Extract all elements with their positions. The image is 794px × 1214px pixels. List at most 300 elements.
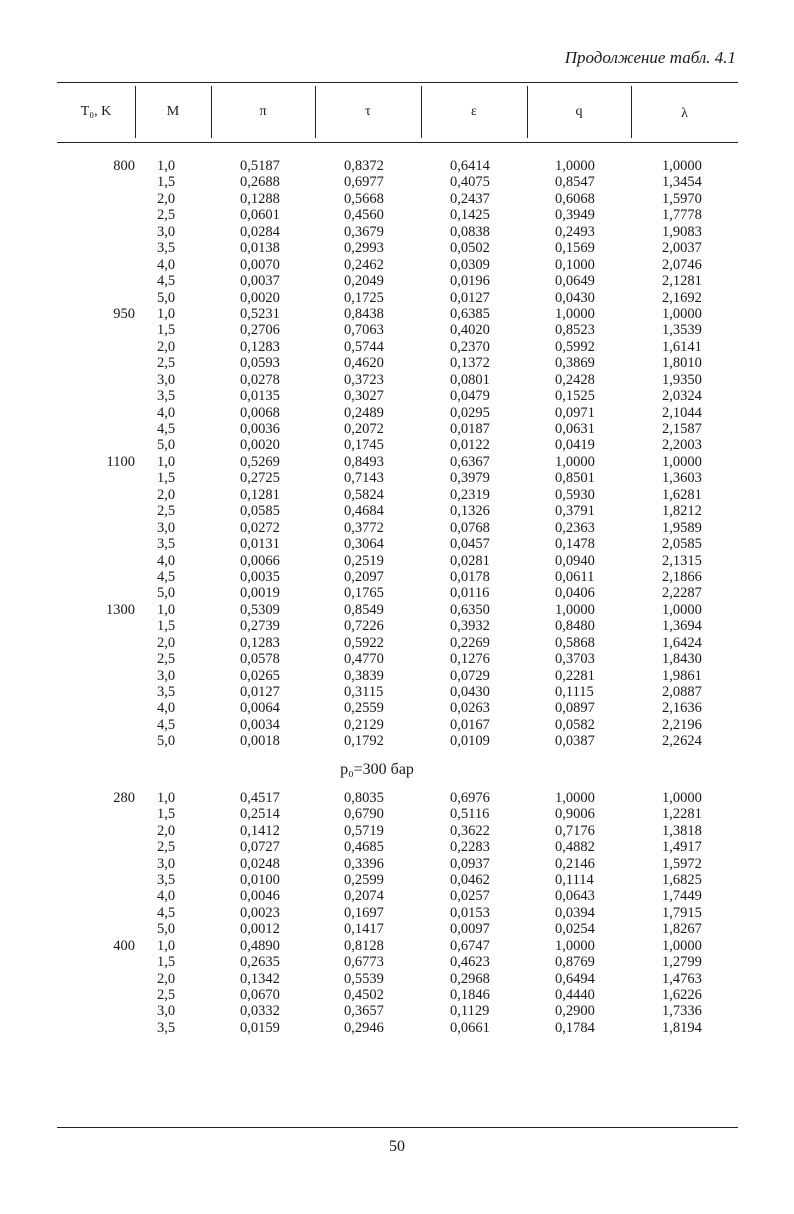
table-row <box>57 207 738 223</box>
table-row <box>57 971 738 987</box>
q-value: 0,2281 <box>555 667 595 684</box>
tau-value: 0,3115 <box>344 684 384 700</box>
table-row <box>57 503 738 519</box>
table-row <box>57 585 738 601</box>
mach-value: 3,0 <box>157 223 176 240</box>
pi-value: 0,0332 <box>240 1003 280 1020</box>
q-value: 0,5930 <box>555 486 595 503</box>
tau-value: 0,5668 <box>344 190 384 207</box>
table-row <box>57 839 738 855</box>
epsilon-value: 0,0838 <box>450 223 490 240</box>
pi-value: 0,0578 <box>240 651 280 668</box>
pi-value: 0,1342 <box>240 970 280 987</box>
pi-value: 0,5269 <box>240 453 280 470</box>
tau-value: 0,1697 <box>344 904 384 921</box>
table-row <box>57 454 738 470</box>
epsilon-value: 0,6350 <box>450 601 490 618</box>
table-header <box>57 86 738 142</box>
epsilon-value: 0,0153 <box>450 904 490 921</box>
pi-value: 0,0068 <box>240 404 280 421</box>
mach-value: 2,0 <box>157 486 176 503</box>
table-row <box>57 954 738 970</box>
pi-value: 0,5231 <box>240 305 280 322</box>
q-value: 0,8480 <box>555 618 595 635</box>
mach-value: 4,5 <box>157 421 176 437</box>
tau-value: 0,4770 <box>344 651 384 668</box>
epsilon-value: 0,0257 <box>450 888 490 905</box>
table-row <box>57 388 738 404</box>
lambda-value: 1,8010 <box>662 355 702 372</box>
lambda-value: 1,2799 <box>662 954 702 971</box>
q-value: 0,8769 <box>555 954 595 971</box>
lambda-value: 1,4763 <box>662 970 702 987</box>
q-value: 0,2146 <box>555 855 595 872</box>
table-row <box>57 372 738 388</box>
header-lambda: λ <box>681 106 688 121</box>
pi-value: 0,0012 <box>240 921 280 938</box>
tau-value: 0,1745 <box>344 437 384 454</box>
table-row <box>57 437 738 453</box>
epsilon-value: 0,0937 <box>450 855 490 872</box>
mach-value: 3,5 <box>157 388 176 405</box>
pi-value: 0,2706 <box>240 322 280 339</box>
tau-value: 0,6977 <box>344 174 384 191</box>
table-row <box>57 1003 738 1019</box>
temperature-value: 950 <box>113 305 135 322</box>
page-number: 50 <box>389 1138 405 1155</box>
tau-value: 0,2489 <box>344 404 384 421</box>
mach-value: 2,5 <box>157 651 176 668</box>
table-row <box>57 717 738 733</box>
lambda-value: 1,6226 <box>662 987 702 1003</box>
epsilon-value: 0,0661 <box>450 1019 490 1036</box>
pi-value: 0,0035 <box>240 568 280 585</box>
mach-value: 1,5 <box>157 174 176 191</box>
mach-value: 1,0 <box>157 789 176 806</box>
epsilon-value: 0,0502 <box>450 240 490 257</box>
lambda-value: 1,5970 <box>662 190 702 207</box>
q-value: 0,0940 <box>555 552 595 569</box>
q-value: 0,3869 <box>555 355 595 372</box>
q-value: 0,1000 <box>555 256 595 273</box>
mach-value: 1,5 <box>157 322 176 339</box>
q-value: 0,0406 <box>555 585 595 602</box>
mach-value: 3,5 <box>157 1019 176 1036</box>
epsilon-value: 0,0196 <box>450 273 490 290</box>
mach-value: 1,0 <box>157 453 176 470</box>
table-row <box>57 405 738 421</box>
q-value: 0,2363 <box>555 519 595 536</box>
tau-value: 0,5922 <box>344 634 384 651</box>
tau-value: 0,1765 <box>344 585 384 602</box>
table-row <box>57 569 738 585</box>
q-value: 0,2428 <box>555 371 595 388</box>
temperature-value: 1100 <box>106 453 135 470</box>
pi-value: 0,0037 <box>240 273 280 290</box>
lambda-value: 1,7778 <box>662 207 702 224</box>
pi-value: 0,1283 <box>240 338 280 355</box>
epsilon-value: 0,0479 <box>450 388 490 405</box>
mach-value: 3,0 <box>157 855 176 872</box>
pi-value: 0,0272 <box>240 519 280 536</box>
tau-value: 0,8438 <box>344 305 384 322</box>
pi-value: 0,0019 <box>240 585 280 602</box>
mach-value: 2,0 <box>157 190 176 207</box>
data-table <box>57 158 738 1036</box>
epsilon-value: 0,6367 <box>450 453 490 470</box>
temperature-value: 1300 <box>106 601 135 618</box>
mach-value: 2,5 <box>157 839 176 856</box>
header-tau: τ <box>315 86 422 138</box>
mach-value: 4,0 <box>157 404 176 421</box>
mach-value: 1,5 <box>157 954 176 971</box>
mach-value: 4,5 <box>157 716 176 733</box>
pi-value: 0,1288 <box>240 190 280 207</box>
q-value: 0,4882 <box>555 839 595 856</box>
pi-value: 0,0064 <box>240 700 280 717</box>
epsilon-value: 0,0457 <box>450 536 490 553</box>
epsilon-value: 0,0097 <box>450 921 490 938</box>
q-value: 0,6494 <box>555 970 595 987</box>
q-value: 1,0000 <box>555 937 595 954</box>
lambda-value: 1,6424 <box>662 634 702 651</box>
lambda-value: 2,2287 <box>662 585 702 602</box>
table-row <box>57 651 738 667</box>
mach-value: 2,0 <box>157 822 176 839</box>
q-value: 0,0254 <box>555 921 595 938</box>
table-row <box>57 240 738 256</box>
epsilon-value: 0,4020 <box>450 322 490 339</box>
mach-value: 4,5 <box>157 904 176 921</box>
pi-value: 0,0727 <box>240 839 280 856</box>
epsilon-value: 0,0109 <box>450 733 490 750</box>
mach-value: 4,5 <box>157 568 176 585</box>
pi-value: 0,0601 <box>240 207 280 224</box>
tau-value: 0,4684 <box>344 503 384 520</box>
mach-value: 4,0 <box>157 256 176 273</box>
q-value: 1,0000 <box>555 158 595 174</box>
epsilon-value: 0,0430 <box>450 684 490 700</box>
tau-value: 0,2519 <box>344 552 384 569</box>
tau-value: 0,2097 <box>344 568 384 585</box>
table-row <box>57 306 738 322</box>
lambda-value: 1,3694 <box>662 618 702 635</box>
table-row <box>57 174 738 190</box>
pi-value: 0,0036 <box>240 421 280 437</box>
table-row <box>57 938 738 954</box>
lambda-value: 2,0746 <box>662 256 702 273</box>
tau-value: 0,8549 <box>344 601 384 618</box>
table-row <box>57 823 738 839</box>
pi-value: 0,0138 <box>240 240 280 257</box>
epsilon-value: 0,0116 <box>450 585 490 602</box>
tau-value: 0,2049 <box>344 273 384 290</box>
pi-value: 0,0670 <box>240 987 280 1003</box>
tau-value: 0,7063 <box>344 322 384 339</box>
lambda-value: 1,3454 <box>662 174 702 191</box>
table-row <box>57 856 738 872</box>
tau-value: 0,7143 <box>344 470 384 487</box>
tau-value: 0,4560 <box>344 207 384 224</box>
tau-value: 0,3064 <box>344 536 384 553</box>
q-value: 0,5868 <box>555 634 595 651</box>
table-row <box>57 618 738 634</box>
table-row <box>57 553 738 569</box>
tau-value: 0,4620 <box>344 355 384 372</box>
epsilon-value: 0,0263 <box>450 700 490 717</box>
q-value: 0,0631 <box>555 421 595 437</box>
lambda-value: 2,1636 <box>662 700 702 717</box>
epsilon-value: 0,4623 <box>450 954 490 971</box>
lambda-value: 1,8194 <box>662 1019 702 1036</box>
pi-value: 0,2688 <box>240 174 280 191</box>
pi-value: 0,0020 <box>240 437 280 454</box>
q-value: 0,0394 <box>555 904 595 921</box>
epsilon-value: 0,0178 <box>450 568 490 585</box>
tau-value: 0,2993 <box>344 240 384 257</box>
pi-value: 0,0248 <box>240 855 280 872</box>
lambda-value: 2,1315 <box>662 552 702 569</box>
q-value: 0,4440 <box>555 987 595 1003</box>
header-epsilon: ε <box>421 86 528 138</box>
tau-value: 0,2129 <box>344 716 384 733</box>
lambda-value: 1,0000 <box>662 305 702 322</box>
table-row <box>57 806 738 822</box>
q-value: 0,0611 <box>555 568 595 585</box>
epsilon-value: 0,1129 <box>450 1003 490 1020</box>
q-value: 0,0649 <box>555 273 595 290</box>
lambda-value: 2,1587 <box>662 421 702 437</box>
lambda-value: 1,7336 <box>662 1003 702 1020</box>
q-value: 0,1784 <box>555 1019 595 1036</box>
lambda-value: 1,0000 <box>662 601 702 618</box>
epsilon-value: 0,2269 <box>450 634 490 651</box>
table-row <box>57 322 738 338</box>
mach-value: 3,5 <box>157 536 176 553</box>
mach-value: 5,0 <box>157 585 176 602</box>
pressure-section-label: p₀=300 бар <box>340 760 414 778</box>
lambda-value: 1,5972 <box>662 855 702 872</box>
table-row <box>57 987 738 1003</box>
q-value: 0,1569 <box>555 240 595 257</box>
epsilon-value: 0,2437 <box>450 190 490 207</box>
lambda-value: 2,1692 <box>662 289 702 306</box>
table-row <box>57 470 738 486</box>
pi-value: 0,5187 <box>240 158 280 174</box>
epsilon-value: 0,6385 <box>450 305 490 322</box>
pi-value: 0,2739 <box>240 618 280 635</box>
epsilon-value: 0,1276 <box>450 651 490 668</box>
tau-value: 0,4685 <box>344 839 384 856</box>
mach-value: 2,0 <box>157 338 176 355</box>
table-row <box>57 421 738 437</box>
lambda-value: 2,0037 <box>662 240 702 257</box>
epsilon-value: 0,1372 <box>450 355 490 372</box>
pi-value: 0,0278 <box>240 371 280 388</box>
epsilon-value: 0,0122 <box>450 437 490 454</box>
pi-value: 0,1281 <box>240 486 280 503</box>
q-value: 0,9006 <box>555 806 595 823</box>
pi-value: 0,0023 <box>240 904 280 921</box>
mach-value: 1,5 <box>157 470 176 487</box>
pi-value: 0,0034 <box>240 716 280 733</box>
mach-value: 1,5 <box>157 806 176 823</box>
tau-value: 0,8128 <box>344 937 384 954</box>
mach-value: 2,5 <box>157 355 176 372</box>
pi-value: 0,0284 <box>240 223 280 240</box>
temperature-value: 800 <box>113 158 135 174</box>
q-value: 0,0897 <box>555 700 595 717</box>
q-value: 0,6068 <box>555 190 595 207</box>
tau-value: 0,8493 <box>344 453 384 470</box>
tau-value: 0,2074 <box>344 888 384 905</box>
table-row <box>57 355 738 371</box>
table-row <box>57 339 738 355</box>
tau-value: 0,3679 <box>344 223 384 240</box>
epsilon-value: 0,0281 <box>450 552 490 569</box>
lambda-value: 2,1044 <box>662 404 702 421</box>
tau-value: 0,3839 <box>344 667 384 684</box>
q-value: 1,0000 <box>555 789 595 806</box>
mach-value: 5,0 <box>157 437 176 454</box>
tau-value: 0,6773 <box>344 954 384 971</box>
table-caption: Продолжение табл. 4.1 <box>564 48 736 67</box>
epsilon-value: 0,2319 <box>450 486 490 503</box>
pi-value: 0,1283 <box>240 634 280 651</box>
pi-value: 0,0593 <box>240 355 280 372</box>
lambda-value: 1,0000 <box>662 158 702 174</box>
mach-value: 2,0 <box>157 970 176 987</box>
q-value: 0,0387 <box>555 733 595 750</box>
epsilon-value: 0,0187 <box>450 421 490 437</box>
lambda-value: 2,2196 <box>662 716 702 733</box>
header-rule <box>57 142 738 143</box>
mach-value: 3,5 <box>157 871 176 888</box>
lambda-value: 2,2624 <box>662 733 702 750</box>
pi-value: 0,4517 <box>240 789 280 806</box>
epsilon-value: 0,6747 <box>450 937 490 954</box>
tau-value: 0,5744 <box>344 338 384 355</box>
tau-value: 0,5539 <box>344 970 384 987</box>
mach-value: 5,0 <box>157 921 176 938</box>
pi-value: 0,0066 <box>240 552 280 569</box>
lambda-value: 1,6281 <box>662 486 702 503</box>
tau-value: 0,1417 <box>344 921 384 938</box>
table-row <box>57 733 738 749</box>
tau-value: 0,6790 <box>344 806 384 823</box>
table-row <box>57 487 738 503</box>
q-value: 0,0582 <box>555 716 595 733</box>
pi-value: 0,0127 <box>240 684 280 700</box>
q-value: 1,0000 <box>555 601 595 618</box>
epsilon-value: 0,6976 <box>450 789 490 806</box>
tau-value: 0,3723 <box>344 371 384 388</box>
lambda-value: 1,6141 <box>662 338 702 355</box>
header-q: q <box>527 86 632 138</box>
tau-value: 0,3657 <box>344 1003 384 1020</box>
pi-value: 0,0070 <box>240 256 280 273</box>
tau-value: 0,3396 <box>344 855 384 872</box>
epsilon-value: 0,3979 <box>450 470 490 487</box>
mach-value: 4,0 <box>157 552 176 569</box>
epsilon-value: 0,2968 <box>450 970 490 987</box>
temperature-value: 400 <box>113 937 135 954</box>
q-value: 0,8547 <box>555 174 595 191</box>
table-row <box>57 520 738 536</box>
lambda-value: 1,9861 <box>662 667 702 684</box>
q-value: 0,7176 <box>555 822 595 839</box>
pi-value: 0,0585 <box>240 503 280 520</box>
pi-value: 0,0135 <box>240 388 280 405</box>
tau-value: 0,5824 <box>344 486 384 503</box>
mach-value: 1,0 <box>157 601 176 618</box>
tau-value: 0,3027 <box>344 388 384 405</box>
mach-value: 3,5 <box>157 684 176 700</box>
q-value: 0,8523 <box>555 322 595 339</box>
epsilon-value: 0,2283 <box>450 839 490 856</box>
q-value: 0,3791 <box>555 503 595 520</box>
table-row <box>57 1020 738 1036</box>
table-row <box>57 191 738 207</box>
pi-value: 0,5309 <box>240 601 280 618</box>
epsilon-value: 0,0127 <box>450 289 490 306</box>
top-rule <box>57 82 738 83</box>
table-row <box>57 872 738 888</box>
table-row <box>57 700 738 716</box>
q-value: 0,8501 <box>555 470 595 487</box>
lambda-value: 2,1281 <box>662 273 702 290</box>
mach-value: 5,0 <box>157 733 176 750</box>
pi-value: 0,0159 <box>240 1019 280 1036</box>
lambda-value: 2,0324 <box>662 388 702 405</box>
q-value: 0,1115 <box>555 684 594 700</box>
lambda-value: 2,2003 <box>662 437 702 454</box>
tau-value: 0,2559 <box>344 700 384 717</box>
table-row <box>57 921 738 937</box>
tau-value: 0,7226 <box>344 618 384 635</box>
epsilon-value: 0,0295 <box>450 404 490 421</box>
lambda-value: 1,4917 <box>662 839 702 856</box>
lambda-value: 1,8267 <box>662 921 702 938</box>
tau-value: 0,4502 <box>344 987 384 1003</box>
q-value: 0,3703 <box>555 651 595 668</box>
lambda-value: 2,0585 <box>662 536 702 553</box>
epsilon-value: 0,4075 <box>450 174 490 191</box>
q-value: 0,0971 <box>555 404 595 421</box>
lambda-value: 1,7449 <box>662 888 702 905</box>
mach-value: 3,0 <box>157 667 176 684</box>
epsilon-value: 0,5116 <box>450 806 490 823</box>
bottom-rule <box>57 1127 738 1128</box>
q-value: 0,2900 <box>555 1003 595 1020</box>
lambda-value: 1,8212 <box>662 503 702 520</box>
mach-value: 3,0 <box>157 1003 176 1020</box>
table-row <box>57 273 738 289</box>
mach-value: 2,5 <box>157 207 176 224</box>
epsilon-value: 0,1326 <box>450 503 490 520</box>
lambda-value: 1,6825 <box>662 871 702 888</box>
mach-value: 2,5 <box>157 503 176 520</box>
lambda-value: 1,0000 <box>662 937 702 954</box>
pi-value: 0,1412 <box>240 822 280 839</box>
pi-value: 0,0046 <box>240 888 280 905</box>
q-value: 0,1114 <box>555 871 594 888</box>
mach-value: 4,0 <box>157 700 176 717</box>
tau-value: 0,2946 <box>344 1019 384 1036</box>
epsilon-value: 0,0729 <box>450 667 490 684</box>
table-row <box>57 536 738 552</box>
q-value: 1,0000 <box>555 305 595 322</box>
